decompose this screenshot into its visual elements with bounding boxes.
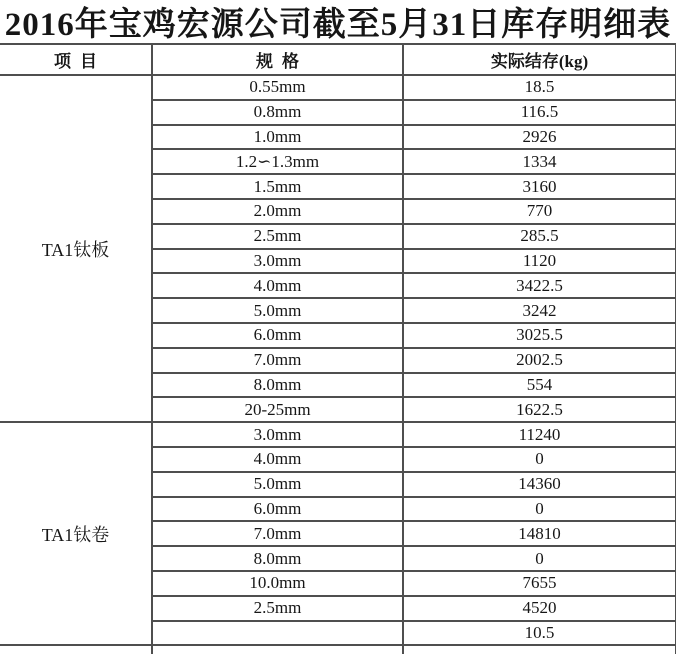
spec-cell: 20-25mm (152, 397, 403, 422)
inventory-table (0, 43, 676, 654)
qty-cell: 285.5 (403, 224, 676, 249)
spec-cell: 8.0mm (152, 373, 403, 398)
table-row-partial (0, 645, 676, 654)
qty-cell: 0 (403, 546, 676, 571)
qty-cell: 14810 (403, 521, 676, 546)
spec-cell: 10.0mm (152, 571, 403, 596)
spec-cell: 0.55mm (152, 75, 403, 100)
empty-cell (403, 645, 676, 654)
spec-cell: 5.0mm (152, 472, 403, 497)
spec-cell: 5.0mm (152, 298, 403, 323)
spec-cell: 2.0mm (152, 199, 403, 224)
column-header-qty: 实际结存(kg) (403, 44, 676, 75)
qty-cell: 0 (403, 447, 676, 472)
spec-cell: 7.0mm (152, 348, 403, 373)
qty-cell: 11240 (403, 422, 676, 447)
group-label-ta1-coil: TA1钛卷 (0, 422, 152, 645)
qty-cell: 4520 (403, 596, 676, 621)
spec-cell: 4.0mm (152, 447, 403, 472)
spec-cell: 3.0mm (152, 422, 403, 447)
spec-cell: 1.5mm (152, 174, 403, 199)
qty-cell: 7655 (403, 571, 676, 596)
qty-cell: 3242 (403, 298, 676, 323)
table-row (0, 75, 676, 100)
qty-cell: 116.5 (403, 100, 676, 125)
qty-cell: 3422.5 (403, 273, 676, 298)
table-row (0, 422, 676, 447)
spec-cell: 1.2∽1.3mm (152, 149, 403, 174)
spec-cell: 2.5mm (152, 224, 403, 249)
qty-cell: 14360 (403, 472, 676, 497)
qty-cell: 10.5 (403, 621, 676, 646)
page-title: 2016年宝鸡宏源公司截至5月31日库存明细表 (4, 7, 672, 43)
qty-cell: 18.5 (403, 75, 676, 100)
spec-cell: 0.8mm (152, 100, 403, 125)
spec-cell: 3.0mm (152, 249, 403, 274)
spec-cell: 1.0mm (152, 125, 403, 150)
spec-cell: 6.0mm (152, 497, 403, 522)
spec-cell: 6.0mm (152, 323, 403, 348)
qty-cell: 2926 (403, 125, 676, 150)
spec-cell: 7.0mm (152, 521, 403, 546)
empty-cell (152, 645, 403, 654)
qty-cell: 1120 (403, 249, 676, 274)
qty-cell: 554 (403, 373, 676, 398)
qty-cell: 1334 (403, 149, 676, 174)
spec-cell: 8.0mm (152, 546, 403, 571)
group-label-ta1-plate: TA1钛板 (0, 75, 152, 422)
qty-cell: 770 (403, 199, 676, 224)
qty-cell: 3025.5 (403, 323, 676, 348)
empty-cell (0, 645, 152, 654)
spec-cell: 4.0mm (152, 273, 403, 298)
column-header-spec: 规格 (152, 44, 403, 75)
qty-cell: 1622.5 (403, 397, 676, 422)
column-header-item: 项目 (0, 44, 152, 75)
qty-cell: 3160 (403, 174, 676, 199)
header-row (0, 44, 676, 75)
qty-cell: 0 (403, 497, 676, 522)
qty-cell: 2002.5 (403, 348, 676, 373)
spec-cell: 2.5mm (152, 596, 403, 621)
spec-cell (152, 621, 403, 646)
